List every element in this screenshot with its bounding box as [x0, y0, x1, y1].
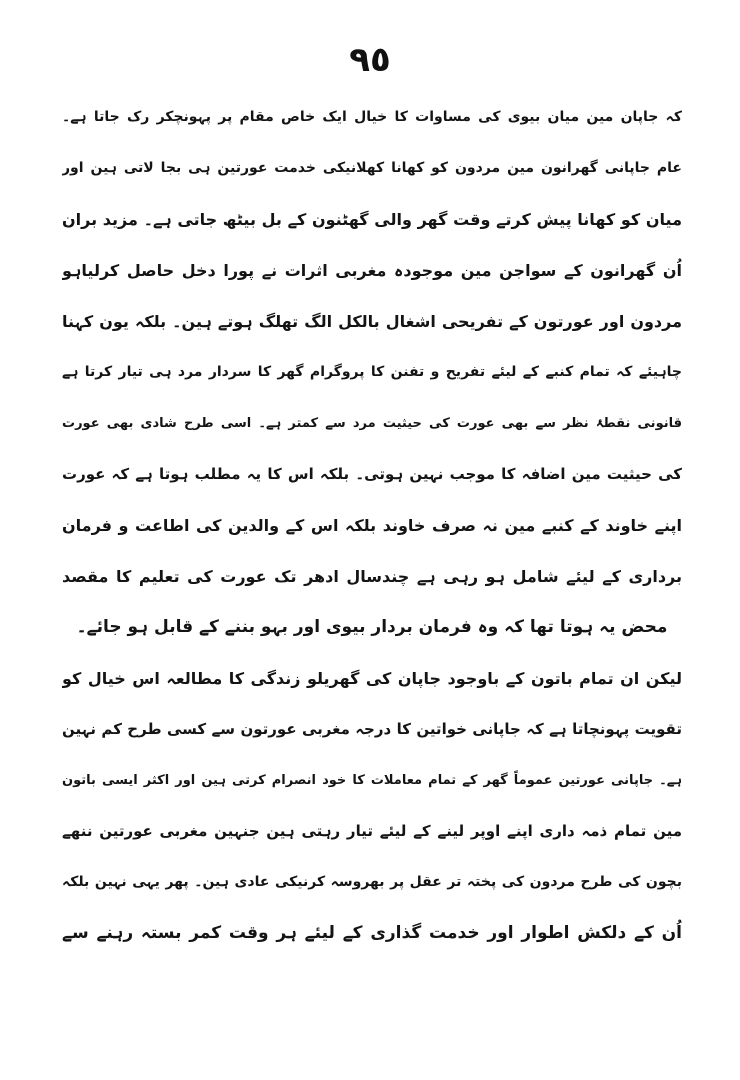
body-text	[62, 92, 682, 959]
page-number: ٩٥	[349, 40, 391, 80]
text-line: میان کو کھانا پیش کرتے وقت گھر والی گھٹنون کے بل بیٹھ جاتی ہے۔ مزید بران	[62, 210, 682, 229]
text-line: کی حیثیت مین اضافہ کا موجب نہین ہوتی۔ بلکہ اس کا یہ مطلب ہوتا ہے کہ عورت	[62, 465, 682, 483]
text-line: بچون کی طرح مردون کی پختہ تر عقل پر بھروسہ کرنیکی عادی ہین۔ پھر یہی نہین بلکہ	[62, 874, 682, 890]
text-line: محض یہ ہوتا تھا کہ وہ فرمان بردار بیوی اور بہو بننے کے قابل ہو جائے۔	[76, 617, 668, 637]
text-line: کہ جاپان مین میان بیوی کی مساوات کا خیال ایک خاص مقام پر پہونچکر رک جاتا ہے۔	[62, 109, 682, 125]
text-line: اُن گھرانون کے سواجن مین موجودہ مغربی اثرات نے پورا دخل حاصل کرلیاہو	[62, 261, 682, 280]
text-line: اُن کے دلکش اطوار اور خدمت گذاری کے لیئے ہر وقت کمر بستہ رہنے سے	[62, 923, 682, 943]
text-line: ہے۔ جاپانی عورتین عموماً گھر کے تمام معاملات کا خود انصرام کرتی ہین اور اکثر ایسی باتون	[62, 773, 682, 788]
text-line: اپنے خاوند کے کنبے مین نہ صرف خاوند بلکہ اس کے والدین کی اطاعت و فرمان	[62, 516, 682, 535]
text-line: برداری کے لیئے شامل ہو رہی ہے چندسال ادھر تک عورت کی تعلیم کا مقصد	[62, 567, 682, 586]
text-line: لیکن ان تمام باتون کے باوجود جاپان کی گھریلو زندگی کا مطالعہ اس خیال کو	[62, 669, 682, 688]
text-line: تقویت پہونچاتا ہے کہ جاپانی خواتین کا درجہ مغربی عورتون سے کسی طرح کم نہین	[62, 720, 682, 738]
text-line: عام جاپانی گھرانون مین مردون کو کھانا کھلانیکی خدمت عورتین ہی بجا لاتی ہین اور	[62, 160, 682, 176]
text-line: چاہیئے کہ تمام کنبے کے لیئے تفریح و تفنن کا پروگرام گھر کا سردار مرد ہی تیار کرتا ہے	[62, 364, 682, 380]
text-line: قانونی نقطۂ نظر سے بھی عورت کی حیثیت مرد سے کمتر ہے۔ اسی طرح شادی بھی عورت	[62, 416, 682, 431]
text-line: مردون اور عورتون کے تفریحی اشغال بالکل الگ تھلگ ہوتے ہین۔ بلکہ یون کہنا	[62, 312, 682, 331]
text-line: مین تمام ذمہ داری اپنے اوپر لینے کے لیئے تیار رہتی ہین جنہین مغربی عورتین ننھے	[62, 822, 682, 840]
